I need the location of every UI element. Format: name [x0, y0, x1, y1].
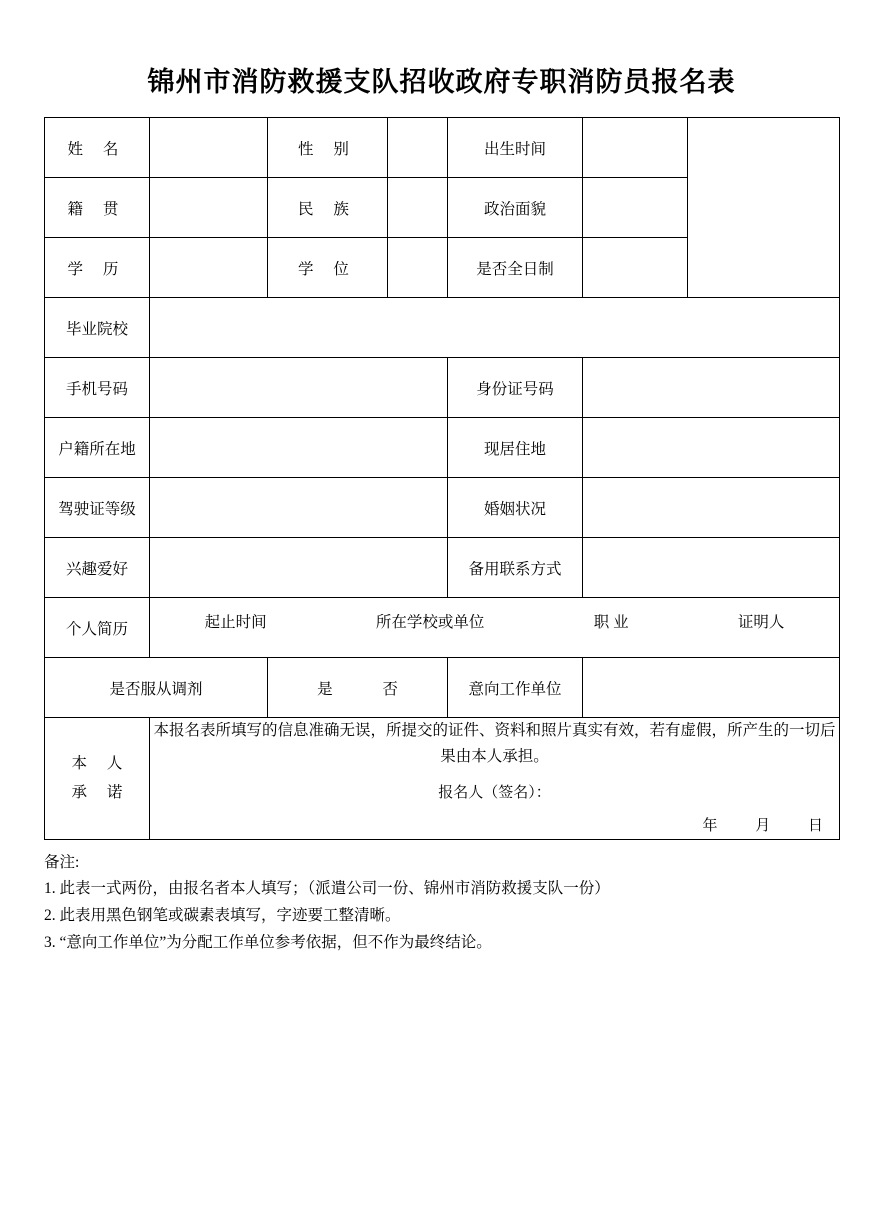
field-assignment-options[interactable] — [268, 658, 448, 718]
assignment-option-no[interactable]: 否 — [382, 680, 398, 698]
label-pledge-line2: 承 诺 — [71, 784, 131, 802]
label-birth: 出生时间 — [448, 118, 583, 178]
notes-title: 备注: — [44, 853, 80, 871]
label-preferred-unit: 意向工作单位 — [448, 658, 583, 718]
label-pledge-line1: 本 人 — [71, 754, 131, 772]
field-education[interactable] — [150, 238, 268, 298]
note-item: 1. 此表一式两份，由报名者本人填写；（派遣公司一份、锦州市消防救援支队一份） — [44, 880, 610, 898]
date-field[interactable] — [150, 814, 839, 839]
label-political-status: 政治面貌 — [448, 178, 583, 238]
table-row — [45, 418, 840, 478]
field-license[interactable] — [150, 478, 448, 538]
label-fulltime: 是否全日制 — [448, 238, 583, 298]
label-residence: 现居住地 — [448, 418, 583, 478]
field-name[interactable] — [150, 118, 268, 178]
date-month-label: 月 — [755, 817, 771, 834]
pledge-text: 本报名表所填写的信息准确无误，所提交的证件、资料和照片真实有效，若有虚假，所产生的一切后果由本人承担。 — [153, 722, 836, 765]
label-household: 户籍所在地 — [45, 418, 150, 478]
page-title: 锦州市消防救援支队招收政府专职消防员报名表 — [147, 67, 736, 97]
table-row — [45, 538, 840, 598]
label-gender: 性 别 — [268, 118, 388, 178]
assignment-option-yes[interactable]: 是 — [317, 680, 333, 698]
signature-field[interactable]: 报名人（签名）： — [438, 785, 551, 802]
field-household[interactable] — [150, 418, 448, 478]
table-row — [45, 598, 840, 658]
table-row — [45, 658, 840, 718]
field-ethnicity[interactable] — [388, 178, 448, 238]
date-year-label: 年 — [702, 817, 718, 834]
resume-column-reference: 证明人 — [737, 614, 785, 631]
field-resume[interactable] — [150, 598, 840, 658]
label-school: 毕业院校 — [45, 298, 150, 358]
table-row — [45, 118, 840, 178]
field-hobby[interactable] — [150, 538, 448, 598]
label-backup-contact: 备用联系方式 — [448, 538, 583, 598]
label-pledge — [45, 718, 150, 840]
field-birth[interactable] — [583, 118, 688, 178]
field-preferred-unit[interactable] — [583, 658, 840, 718]
field-degree[interactable] — [388, 238, 448, 298]
resume-column-occupation: 职 业 — [593, 614, 629, 631]
field-fulltime[interactable] — [583, 238, 688, 298]
label-hobby: 兴趣爱好 — [45, 538, 150, 598]
notes-section — [44, 850, 839, 957]
field-political-status[interactable] — [583, 178, 688, 238]
label-id-number: 身份证号码 — [448, 358, 583, 418]
note-item: 3. “意向工作单位”为分配工作单位参考依据，但不作为最终结论。 — [44, 933, 492, 951]
registration-form-table — [44, 117, 840, 840]
label-assignment: 是否服从调剂 — [45, 658, 268, 718]
field-residence[interactable] — [583, 418, 840, 478]
field-school[interactable] — [150, 298, 840, 358]
field-native-place[interactable] — [150, 178, 268, 238]
photo-box[interactable] — [688, 118, 840, 298]
label-degree: 学 位 — [268, 238, 388, 298]
field-marital[interactable] — [583, 478, 840, 538]
resume-column-period: 起止时间 — [204, 614, 267, 631]
label-ethnicity: 民 族 — [268, 178, 388, 238]
field-backup-contact[interactable] — [583, 538, 840, 598]
label-education: 学 历 — [45, 238, 150, 298]
table-row — [45, 358, 840, 418]
pledge-content — [150, 718, 840, 840]
table-row — [45, 298, 840, 358]
field-id-number[interactable] — [583, 358, 840, 418]
label-native-place: 籍 贯 — [45, 178, 150, 238]
label-license: 驾驶证等级 — [45, 478, 150, 538]
table-row — [45, 718, 840, 840]
date-day-label: 日 — [807, 817, 823, 834]
note-item: 2. 此表用黑色钢笔或碳素表填写，字迹要工整清晰。 — [44, 906, 401, 924]
table-row — [45, 478, 840, 538]
label-resume: 个人简历 — [45, 598, 150, 658]
label-name: 姓 名 — [45, 118, 150, 178]
field-phone[interactable] — [150, 358, 448, 418]
resume-column-school-or-unit: 所在学校或单位 — [375, 614, 485, 631]
label-phone: 手机号码 — [45, 358, 150, 418]
field-gender[interactable] — [388, 118, 448, 178]
label-marital: 婚姻状况 — [448, 478, 583, 538]
